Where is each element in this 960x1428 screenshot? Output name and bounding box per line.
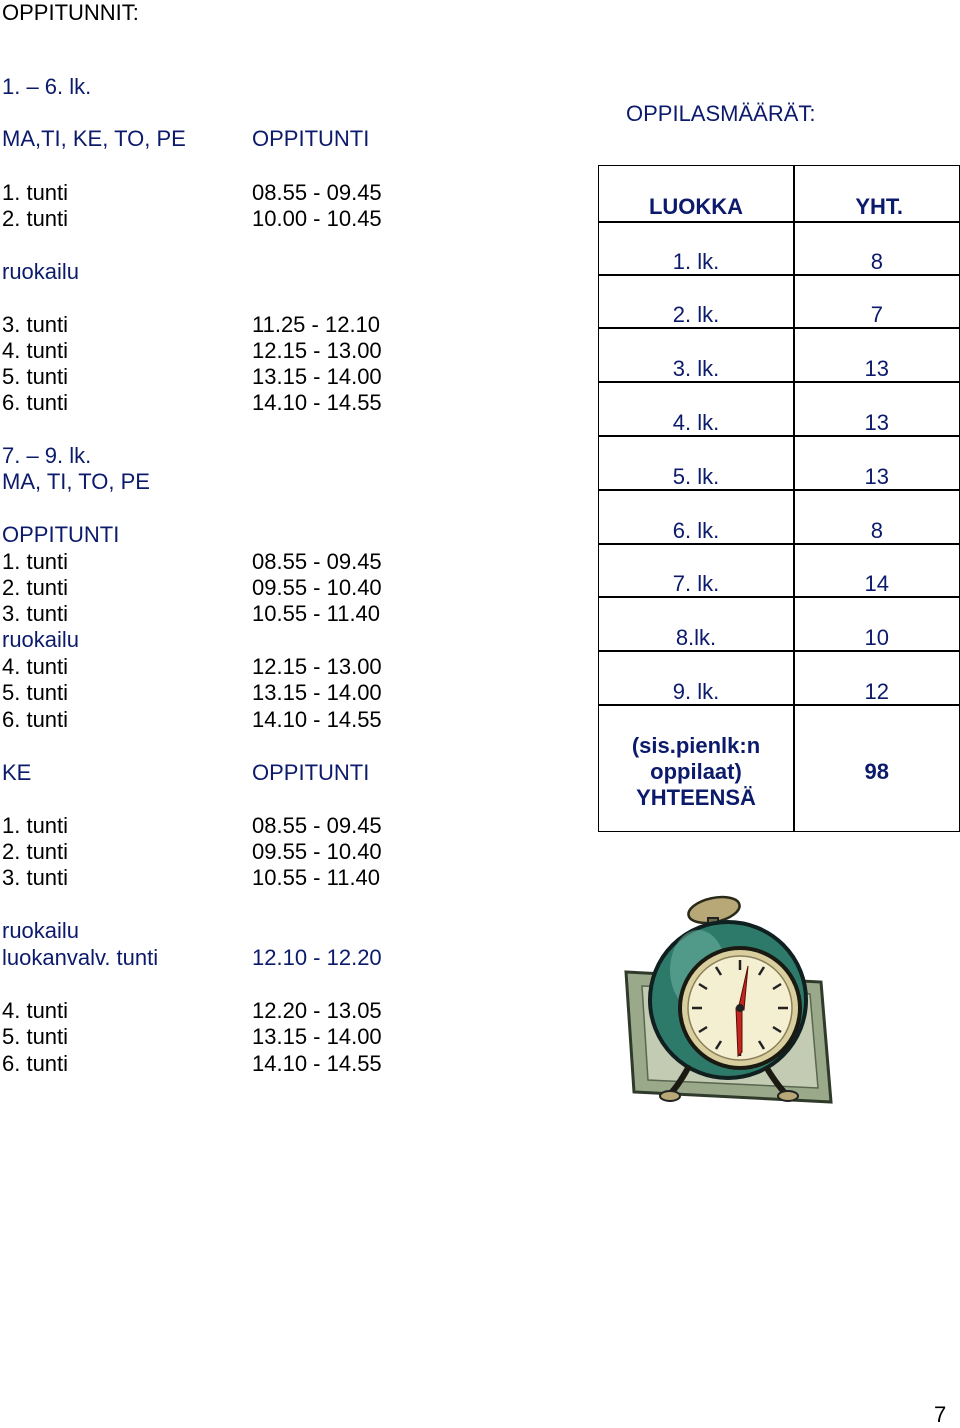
sec1-row-label: 4. tunti — [2, 338, 69, 363]
sec3-row-time: 14.10 - 14.55 — [252, 1051, 382, 1076]
sec3-days: KE — [2, 760, 32, 785]
class-cell: 6. lk. — [672, 518, 720, 543]
total-label-line3: YHTEENSÄ — [636, 785, 756, 810]
sec1-row-time: 12.15 - 13.00 — [252, 338, 382, 363]
count-cell: 12 — [864, 679, 889, 704]
col-header-class: LUOKKA — [648, 194, 744, 219]
sec1-heading: 1. – 6. lk. — [2, 74, 92, 99]
sec2-heading: 7. – 9. lk. — [2, 443, 92, 468]
col-header-total: YHT. — [855, 194, 903, 219]
count-cell: 7 — [870, 302, 883, 327]
sec1-row-time: 08.55 - 09.45 — [252, 180, 382, 205]
count-cell: 13 — [864, 356, 889, 381]
sec2-row-label: 6. tunti — [2, 707, 69, 732]
sec1-row-label: 2. tunti — [2, 206, 69, 231]
class-cell: 1. lk. — [672, 249, 720, 274]
count-cell: 13 — [864, 464, 889, 489]
class-cell: 2. lk. — [672, 302, 720, 327]
page-number: 7 — [934, 1402, 947, 1427]
sec1-row-time: 14.10 - 14.55 — [252, 390, 382, 415]
sec1-row-time: 10.00 - 10.45 — [252, 206, 382, 231]
sec2-row-time: 12.15 - 13.00 — [252, 654, 382, 679]
count-cell: 8 — [870, 249, 883, 274]
sec2-days: MA, TI, TO, PE — [2, 469, 150, 494]
count-cell: 8 — [870, 518, 883, 543]
count-cell: 14 — [864, 571, 889, 596]
sec3-row-label: luokanvalv. tunti — [2, 945, 159, 970]
sec3-row-time: 09.55 - 10.40 — [252, 839, 382, 864]
sec2-row-time: 09.55 - 10.40 — [252, 575, 382, 600]
row-rule — [599, 274, 959, 276]
sec3-row-label: 2. tunti — [2, 839, 69, 864]
sec1-row-time: 13.15 - 14.00 — [252, 364, 382, 389]
sec3-row-label: 1. tunti — [2, 813, 69, 838]
sec3-col-header: OPPITUNTI — [252, 760, 370, 785]
sec2-row-label: 2. tunti — [2, 575, 69, 600]
class-cell: 5. lk. — [672, 464, 720, 489]
row-rule — [599, 704, 959, 706]
row-rule — [599, 327, 959, 329]
sec1-row-label: 5. tunti — [2, 364, 69, 389]
sec1-col-header: OPPITUNTI — [252, 126, 370, 151]
sec3-row-label: 6. tunti — [2, 1051, 69, 1076]
sec3-row-label: 5. tunti — [2, 1024, 69, 1049]
page-title: OPPITUNNIT: — [2, 0, 139, 25]
sec2-row-time: 08.55 - 09.45 — [252, 549, 382, 574]
alarm-clock-icon — [618, 890, 843, 1110]
row-rule — [599, 543, 959, 545]
class-cell: 7. lk. — [672, 571, 720, 596]
sec2-row-label: 1. tunti — [2, 549, 69, 574]
sec3-row-time: 08.55 - 09.45 — [252, 813, 382, 838]
sec1-row-label: 6. tunti — [2, 390, 69, 415]
sec3-row-label: 4. tunti — [2, 998, 69, 1023]
class-cell: 9. lk. — [672, 679, 720, 704]
sec3-lunch: ruokailu — [2, 918, 80, 943]
row-rule — [599, 435, 959, 437]
total-label-line2: oppilaat) — [650, 759, 742, 784]
sec2-row-label: 3. tunti — [2, 601, 69, 626]
sec2-col-header: OPPITUNTI — [2, 522, 120, 547]
row-rule — [599, 650, 959, 652]
sec1-days: MA,TI, KE, TO, PE — [2, 126, 186, 151]
students-title: OPPILASMÄÄRÄT: — [626, 101, 816, 126]
sec1-row-time: 11.25 - 12.10 — [252, 312, 381, 337]
row-rule — [599, 489, 959, 491]
class-cell: 3. lk. — [672, 356, 720, 381]
count-cell: 13 — [864, 410, 889, 435]
table-header-rule — [599, 221, 959, 223]
sec2-row-time: 14.10 - 14.55 — [252, 707, 382, 732]
class-cell: 8.lk. — [675, 625, 717, 650]
total-label-line1: (sis.pienlk:n — [631, 733, 761, 758]
row-rule — [599, 596, 959, 598]
sec2-row-time: 13.15 - 14.00 — [252, 680, 382, 705]
sec3-row-time: 10.55 - 11.40 — [252, 865, 381, 890]
sec1-lunch: ruokailu — [2, 259, 80, 284]
sec2-lunch: ruokailu — [2, 627, 80, 652]
sec2-row-time: 10.55 - 11.40 — [252, 601, 381, 626]
students-table — [598, 165, 960, 832]
sec3-row-time: 13.15 - 14.00 — [252, 1024, 382, 1049]
sec3-row-time: 12.10 - 12.20 — [252, 945, 382, 970]
sec2-row-label: 4. tunti — [2, 654, 69, 679]
total-value: 98 — [864, 759, 889, 784]
row-rule — [599, 381, 959, 383]
sec3-row-label: 3. tunti — [2, 865, 69, 890]
sec1-row-label: 3. tunti — [2, 312, 69, 337]
sec1-row-label: 1. tunti — [2, 180, 69, 205]
count-cell: 10 — [864, 625, 889, 650]
sec3-row-time: 12.20 - 13.05 — [252, 998, 382, 1023]
class-cell: 4. lk. — [672, 410, 720, 435]
sec2-row-label: 5. tunti — [2, 680, 69, 705]
